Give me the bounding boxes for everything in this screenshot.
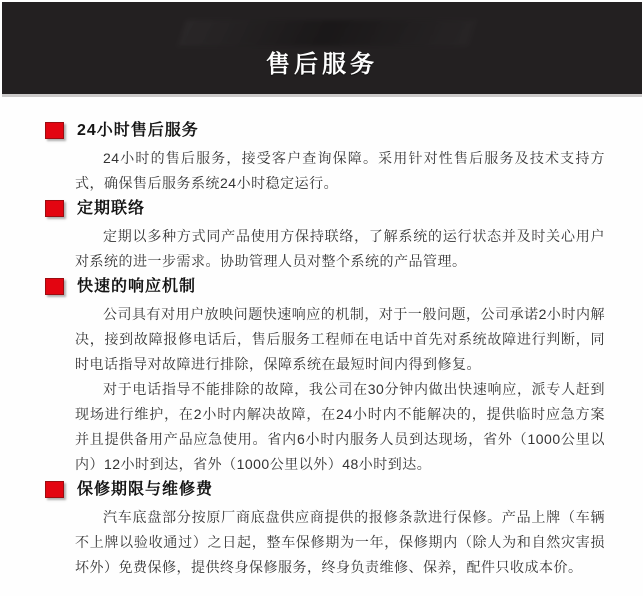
section-warranty-fees bbox=[45, 481, 605, 580]
section-body bbox=[75, 505, 605, 580]
section-body bbox=[75, 224, 605, 274]
section-title: 保修期限与维修费 bbox=[77, 481, 214, 498]
red-square-bullet-icon bbox=[45, 278, 64, 295]
red-square-bullet-icon bbox=[45, 481, 64, 498]
red-square-bullet-icon bbox=[45, 200, 64, 217]
section-heading-row bbox=[45, 481, 605, 498]
paragraph: 24小时的售后服务，接受客户查询保障。采用针对性售后服务及技术支持方式，确保售后服务系统24小时稳定运行。 bbox=[75, 150, 605, 191]
paragraph: 定期以多种方式同产品使用方保持联络，了解系统的运行状态并及时关心用户对系统的进一步需求。协助管理人员对整个系统的产品管理。 bbox=[75, 228, 605, 269]
content-area bbox=[0, 122, 643, 580]
section-regular-contact bbox=[45, 200, 605, 274]
paragraph: 对于电话指导不能排除的故障，我公司在30分钟内做出快速响应，派专人赶到现场进行维护，在2小时内解决故障，在24小时内不能解决的，提供临时应急方案并且提供备用产品应急使用。省内6小时内服务人员到达现场，省外（1000公里以内）12小时到达，省外（1000公里以外）48小时到达。 bbox=[75, 381, 605, 472]
section-heading-row bbox=[45, 200, 605, 217]
page-title: 售后服务 bbox=[266, 51, 378, 78]
section-heading-row bbox=[45, 122, 605, 139]
watermark-smear bbox=[178, 20, 476, 46]
section-title: 24小时售后服务 bbox=[77, 122, 199, 139]
section-body bbox=[75, 302, 605, 477]
red-square-bullet-icon bbox=[45, 122, 64, 139]
section-heading-row bbox=[45, 278, 605, 295]
paragraph: 汽车底盘部分按原厂商底盘供应商提供的报修条款进行保修。产品上牌（车辆不上牌以验收通过）之日起，整车保修期为一年，保修期内（除人为和自然灾害损坏外）免费保修，提供终身保修服务，终身负责维修、保养，配件只收成本价。 bbox=[75, 509, 605, 575]
header-banner bbox=[2, 2, 642, 97]
paragraph: 公司具有对用户放映问题快速响应的机制，对于一般问题，公司承诺2小时内解决，接到故障报修电话后，售后服务工程师在电话中首先对系统故障进行判断，同时电话指导对故障进行排除，保障系统在最短时间内得到修复。 bbox=[75, 306, 605, 372]
section-body bbox=[75, 146, 605, 196]
section-title: 快速的响应机制 bbox=[77, 278, 197, 295]
section-fast-response bbox=[45, 278, 605, 477]
section-title: 定期联络 bbox=[77, 200, 146, 217]
section-24h-service bbox=[45, 122, 605, 196]
